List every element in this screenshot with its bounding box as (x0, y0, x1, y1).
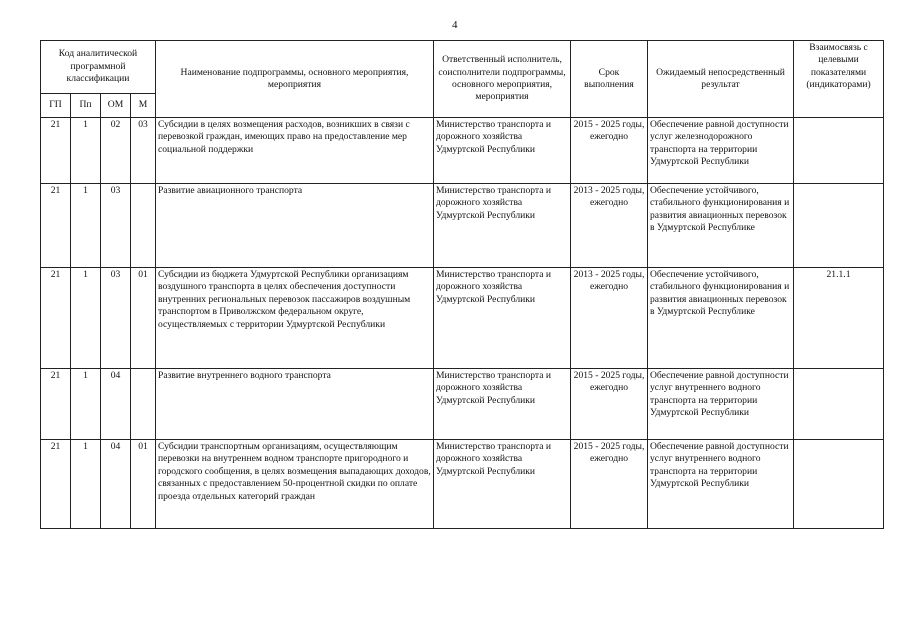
cell-link: 21.1.1 (794, 268, 884, 369)
program-table (40, 40, 884, 529)
cell-responsible: Министерство транспорта и дорожного хозяйства Удмуртской Республики (434, 369, 571, 440)
header-m: М (131, 94, 156, 118)
header-responsible: Ответственный исполнитель, соисполнители подпрограммы, основного мероприятия, мероприятия (434, 41, 571, 118)
cell-om: 03 (101, 268, 131, 369)
cell-link (794, 440, 884, 529)
table-row (41, 268, 884, 369)
cell-responsible: Министерство транспорта и дорожного хозяйства Удмуртской Республики (434, 268, 571, 369)
cell-gp: 21 (41, 369, 71, 440)
table-row (41, 118, 884, 184)
cell-result: Обеспечение равной доступности услуг железнодорожного транспорта на территории Удмуртской Республики (648, 118, 794, 184)
cell-m: 01 (131, 268, 156, 369)
cell-pp: 1 (71, 369, 101, 440)
cell-result: Обеспечение равной доступности услуг внутреннего водного транспорта на территории Удмуртской Республики (648, 369, 794, 440)
cell-m (131, 369, 156, 440)
cell-om: 04 (101, 440, 131, 529)
header-code-group: Код аналитической программной классификации (41, 41, 156, 94)
header-link: Взаимосвязь с целевыми показателями (индикаторами) (794, 41, 884, 118)
cell-pp: 1 (71, 184, 101, 268)
cell-link (794, 118, 884, 184)
cell-om: 04 (101, 369, 131, 440)
cell-name: Субсидии транспортным организациям, осуществляющим перевозки на внутреннем водном транспорте пригородного и городского сообщения, в целях возмещения выпадающих доходов, связанных с предоставлением 50-процентной скидки по оплате проезда отдельных категорий граждан (156, 440, 434, 529)
cell-name: Субсидии в целях возмещения расходов, возникших в связи с перевозкой граждан, имеющих право на предоставление мер социальной поддержки (156, 118, 434, 184)
cell-responsible: Министерство транспорта и дорожного хозяйства Удмуртской Республики (434, 184, 571, 268)
cell-term: 2015 - 2025 годы, ежегодно (571, 369, 648, 440)
cell-name: Развитие авиационного транспорта (156, 184, 434, 268)
cell-result: Обеспечение устойчивого, стабильного функционирования и развития авиационных перевозок в Удмуртской Республике (648, 184, 794, 268)
cell-result: Обеспечение равной доступности услуг внутреннего водного транспорта на территории Удмуртской Республики (648, 440, 794, 529)
cell-link (794, 184, 884, 268)
cell-result: Обеспечение устойчивого, стабильного функционирования и развития авиационных перевозок в Удмуртской Республике (648, 268, 794, 369)
cell-gp: 21 (41, 184, 71, 268)
cell-m: 03 (131, 118, 156, 184)
cell-term: 2013 - 2025 годы, ежегодно (571, 268, 648, 369)
header-row (41, 41, 884, 94)
cell-m: 01 (131, 440, 156, 529)
table-row (41, 440, 884, 529)
header-gp: ГП (41, 94, 71, 118)
header-name: Наименование подпрограммы, основного мероприятия, мероприятия (156, 41, 434, 118)
cell-pp: 1 (71, 118, 101, 184)
page-number: 4 (452, 19, 458, 31)
cell-gp: 21 (41, 118, 71, 184)
cell-pp: 1 (71, 268, 101, 369)
cell-om: 02 (101, 118, 131, 184)
table-row (41, 184, 884, 268)
cell-om: 03 (101, 184, 131, 268)
cell-term: 2015 - 2025 годы, ежегодно (571, 440, 648, 529)
cell-term: 2015 - 2025 годы, ежегодно (571, 118, 648, 184)
cell-responsible: Министерство транспорта и дорожного хозяйства Удмуртской Республики (434, 118, 571, 184)
table-row (41, 369, 884, 440)
header-result: Ожидаемый непосредственный результат (648, 41, 794, 118)
cell-pp: 1 (71, 440, 101, 529)
cell-term: 2013 - 2025 годы, ежегодно (571, 184, 648, 268)
cell-responsible: Министерство транспорта и дорожного хозяйства Удмуртской Республики (434, 440, 571, 529)
cell-gp: 21 (41, 268, 71, 369)
header-om: ОМ (101, 94, 131, 118)
cell-m (131, 184, 156, 268)
header-term: Срок выполнения (571, 41, 648, 118)
cell-link (794, 369, 884, 440)
header-pp: Пп (71, 94, 101, 118)
cell-name: Развитие внутреннего водного транспорта (156, 369, 434, 440)
cell-name: Субсидии из бюджета Удмуртской Республики организациям воздушного транспорта в целях обеспечения доступности внутренних региональных перевозок пассажиров воздушным транспортом в Приволжском федеральном округе, осуществляемых с территории Удмуртской Республики (156, 268, 434, 369)
cell-gp: 21 (41, 440, 71, 529)
